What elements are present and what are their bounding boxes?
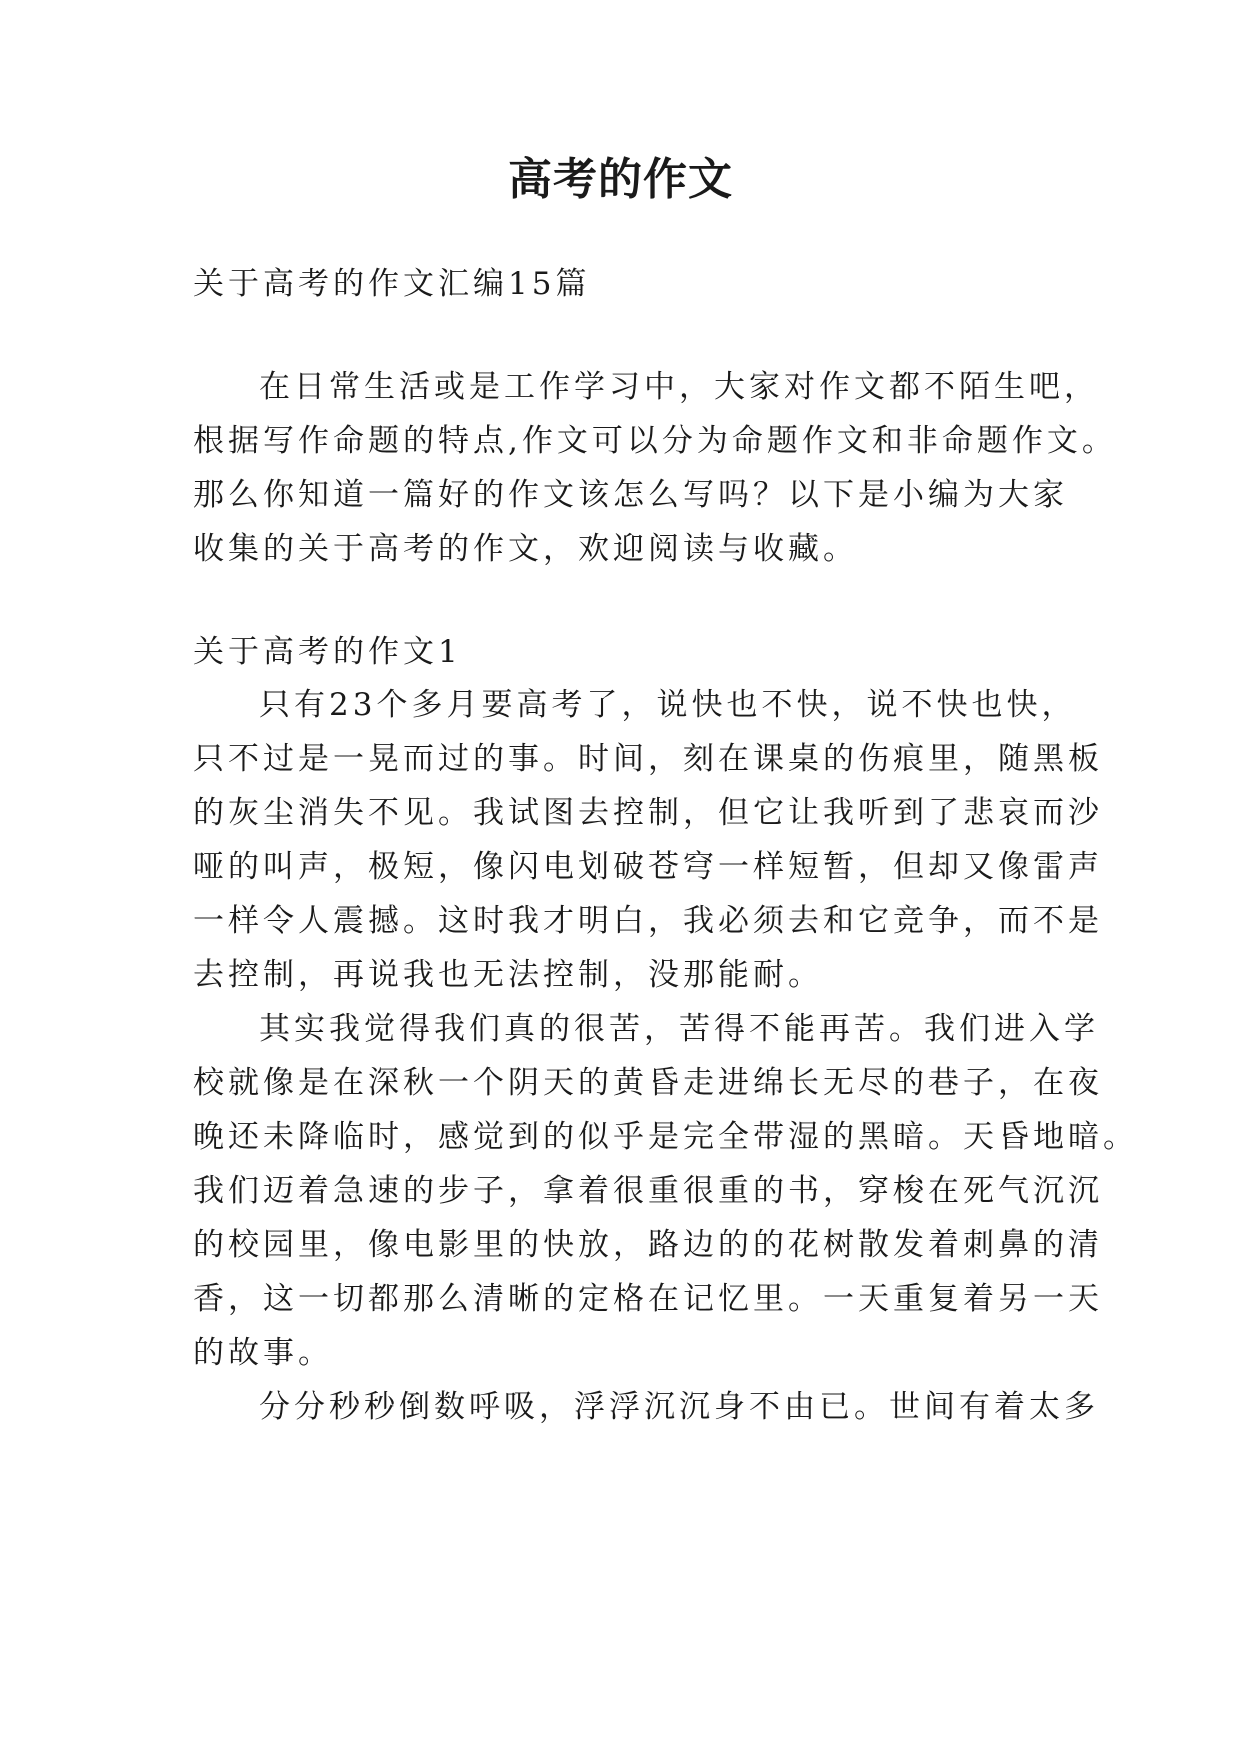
paragraph-line: 的灰尘消失不见。我试图去控制，但它让我听到了悲哀而沙	[193, 795, 1103, 831]
paragraph-line: 校就像是在深秋一个阴天的黄昏走进绵长无尽的巷子，在夜	[193, 1065, 1103, 1101]
intro-line: 收集的关于高考的作文，欢迎阅读与收藏。	[193, 531, 858, 567]
paragraph-line: 晚还未降临时，感觉到的似乎是完全带湿的黑暗。天昏地暗。	[193, 1119, 1138, 1155]
paragraph-line: 的故事。	[193, 1335, 333, 1371]
paragraph-line: 哑的叫声，极短，像闪电划破苍穹一样短暂，但却又像雷声	[193, 849, 1103, 885]
paragraph-line: 分分秒秒倒数呼吸，浮浮沉沉身不由已。世间有着太多	[259, 1389, 1099, 1425]
paragraph-line: 去控制，再说我也无法控制，没那能耐。	[193, 957, 823, 993]
paragraph-line: 只不过是一晃而过的事。时间，刻在课桌的伤痕里，随黑板	[193, 741, 1103, 777]
paragraph-line: 一样令人震撼。这时我才明白，我必须去和它竞争，而不是	[193, 903, 1103, 939]
paragraph-line: 我们迈着急速的步子，拿着很重很重的书，穿梭在死气沉沉	[193, 1173, 1103, 1209]
paragraph-line: 其实我觉得我们真的很苦，苦得不能再苦。我们进入学	[259, 1011, 1099, 1047]
intro-line: 根据写作命题的特点,作文可以分为命题作文和非命题作文。	[193, 423, 1117, 459]
document-title: 高考的作文	[508, 154, 733, 205]
section-heading: 关于高考的作文1	[193, 634, 462, 670]
paragraph-line: 只有23个多月要高考了，说快也不快，说不快也快，	[259, 687, 1077, 723]
paragraph-line: 的校园里，像电影里的快放，路边的的花树散发着刺鼻的清	[193, 1227, 1103, 1263]
document-subtitle: 关于高考的作文汇编15篇	[193, 266, 591, 302]
intro-line: 在日常生活或是工作学习中，大家对作文都不陌生吧，	[259, 369, 1099, 405]
intro-line: 那么你知道一篇好的作文该怎么写吗？以下是小编为大家	[193, 477, 1068, 513]
paragraph-line: 香，这一切都那么清晰的定格在记忆里。一天重复着另一天	[193, 1281, 1103, 1317]
